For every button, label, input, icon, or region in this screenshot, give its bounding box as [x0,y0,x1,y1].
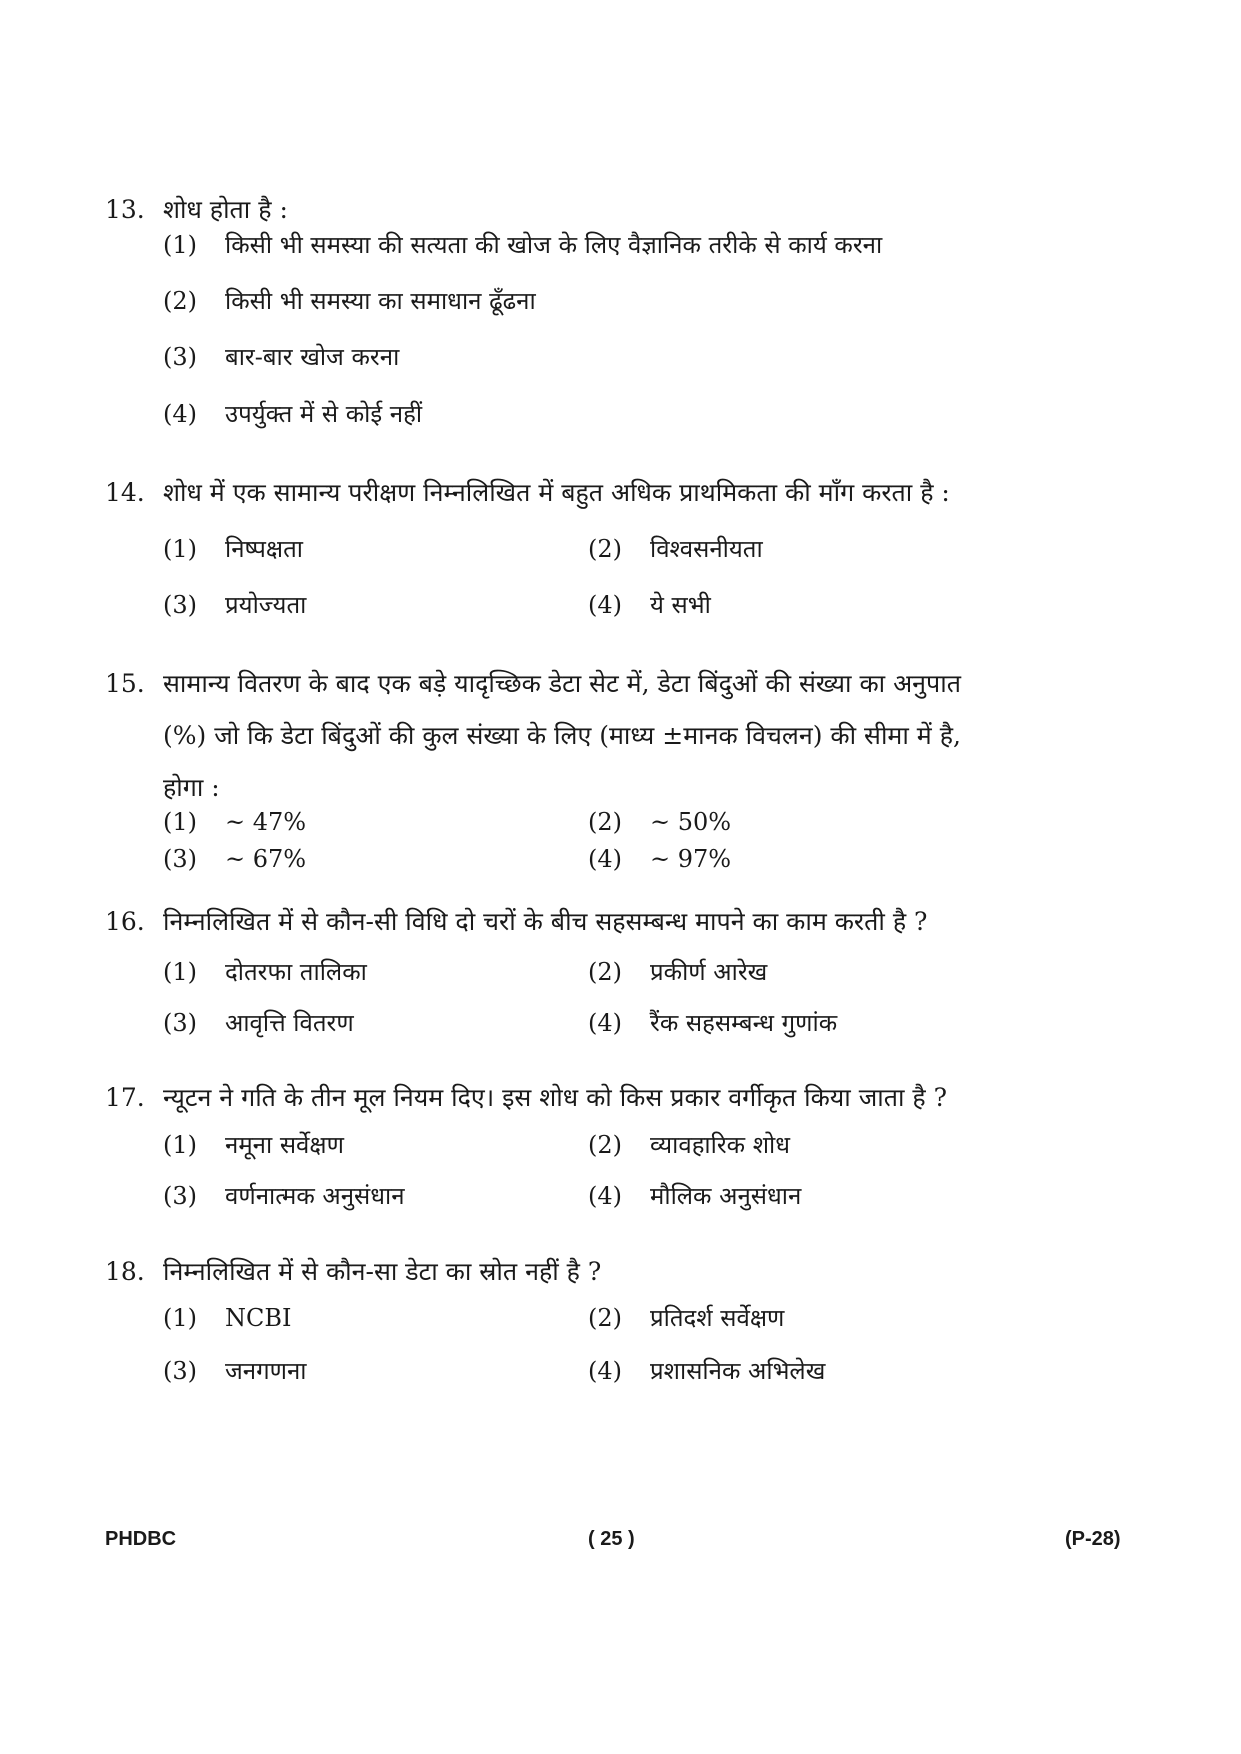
option-number: (4) [588,845,622,873]
option-text: प्रशासनिक अभिलेख [650,1357,826,1385]
question-text-line-2: (%) जो कि डेटा बिंदुओं की कुल संख्या के लिए (माध्य ±मानक विचलन) की सीमा में है, [163,721,961,750]
question-number: 17. [105,1083,145,1112]
option-number: (2) [588,808,622,836]
option-text: बार-बार खोज करना [225,343,400,371]
question-18 [0,1246,1241,1298]
question-text: निम्नलिखित में से कौन-सा डेटा का स्रोत नहीं है ? [163,1257,602,1286]
question-number: 14. [105,478,145,507]
option-number: (3) [163,591,197,619]
option-number: (4) [588,1009,622,1037]
question-16 [0,896,1241,948]
option-text: ~ 50% [650,808,732,836]
option-text: किसी भी समस्या का समाधान ढूँढना [225,287,536,315]
question-text: शोध होता है : [163,195,288,224]
option-text: प्रयोज्यता [225,591,307,619]
option-text: ~ 97% [650,845,732,873]
option-text: निष्पक्षता [225,535,303,563]
question-text: शोध में एक सामान्य परीक्षण निम्नलिखित में बहुत अधिक प्राथमिकता की माँग करता है : [163,478,950,507]
option-number: (4) [588,591,622,619]
option-number: (2) [588,1131,622,1159]
option-text: उपर्युक्त में से कोई नहीं [225,400,423,428]
question-text: न्यूटन ने गति के तीन मूल नियम दिए। इस शोध को किस प्रकार वर्गीकृत किया जाता है ? [163,1083,948,1112]
option-number: (1) [163,958,197,986]
option-number: (2) [588,1304,622,1332]
option-text: रैंक सहसम्बन्ध गुणांक [650,1009,838,1037]
option-number: (1) [163,808,197,836]
footer-code: PHDBC [105,1528,177,1550]
option-text: ~ 67% [225,845,307,873]
option-text: नमूना सर्वेक्षण [225,1131,344,1159]
option-text: विश्वसनीयता [650,535,763,563]
question-15 [0,658,1241,814]
option-number: (4) [588,1357,622,1385]
option-text: किसी भी समस्या की सत्यता की खोज के लिए वैज्ञानिक तरीके से कार्य करना [225,231,883,259]
option-text: प्रकीर्ण आरेख [650,958,768,986]
footer-page-number: ( 25 ) [588,1528,635,1550]
question-17 [0,1072,1241,1124]
question-text-line-1: सामान्य वितरण के बाद एक बड़े यादृच्छिक डेटा सेट में, डेटा बिंदुओं की संख्या का अनुपात [163,669,961,698]
question-14 [0,467,1241,519]
option-number: (2) [163,287,197,315]
option-text: मौलिक अनुसंधान [650,1182,802,1210]
option-text: ~ 47% [225,808,307,836]
option-number: (3) [163,1357,197,1385]
option-number: (3) [163,1182,197,1210]
option-number: (3) [163,343,197,371]
option-text: जनगणना [225,1357,307,1385]
option-number: (2) [588,958,622,986]
option-number: (4) [588,1182,622,1210]
option-number: (3) [163,845,197,873]
option-text: वर्णनात्मक अनुसंधान [225,1182,405,1210]
question-number: 15. [105,669,145,698]
option-text: प्रतिदर्श सर्वेक्षण [650,1304,785,1332]
footer-paper-ref: (P-28) [1065,1528,1121,1550]
question-number: 16. [105,907,145,936]
option-text: आवृत्ति वितरण [225,1009,354,1037]
question-number: 18. [105,1257,145,1286]
option-number: (3) [163,1009,197,1037]
option-text: दोतरफा तालिका [225,958,367,986]
option-text: ये सभी [650,591,711,619]
option-number: (2) [588,535,622,563]
question-number: 13. [105,195,145,224]
option-text: व्यावहारिक शोध [650,1131,791,1159]
option-number: (1) [163,1304,197,1332]
option-text: NCBI [225,1304,292,1332]
option-number: (1) [163,535,197,563]
question-text: निम्नलिखित में से कौन-सी विधि दो चरों के बीच सहसम्बन्ध मापने का काम करती है ? [163,907,928,936]
option-number: (1) [163,1131,197,1159]
option-number: (4) [163,400,197,428]
question-text-line-3: होगा : [163,773,220,802]
option-number: (1) [163,231,197,259]
